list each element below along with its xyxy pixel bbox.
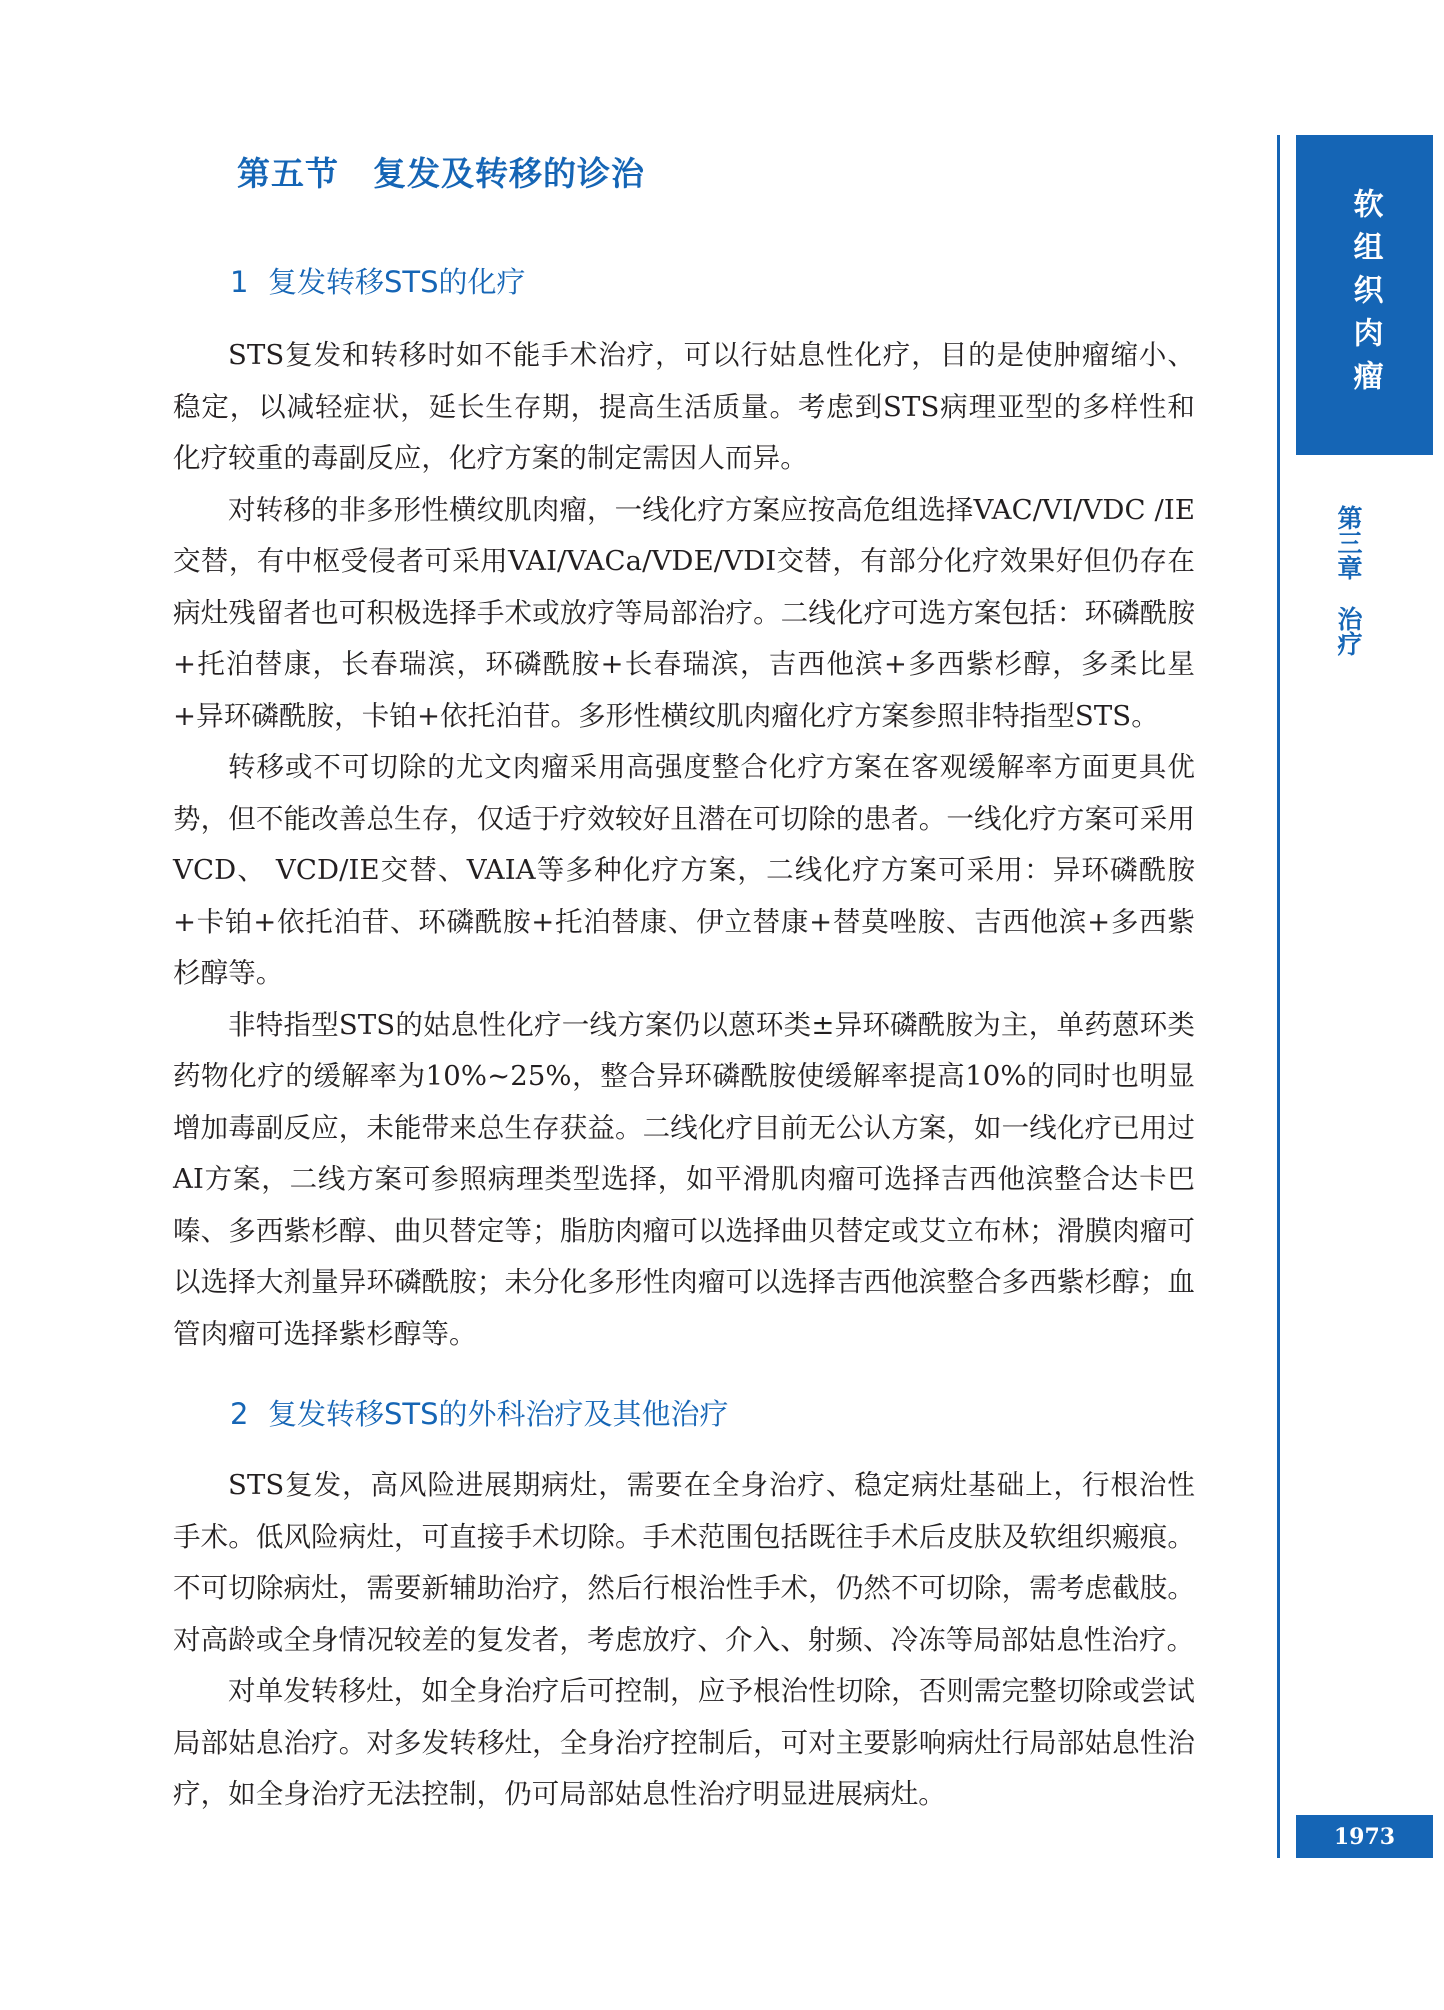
section-title: 第五节 复发及转移的诊治 [237,154,645,193]
subsection-2-heading: 复发转移STS的外科治疗及其他治疗 [268,1397,729,1431]
paragraph: 对单发转移灶，如全身治疗后可控制，应予根治性切除，否则需完整切除或尝试局部姑息治疗。对多发转移灶，全身治疗控制后，可对主要影响病灶行局部姑息性治疗，如全身治疗无法控制，仍可局部姑息性治疗明显进展病灶。 [173,1675,1195,1810]
subsection-2-body [173,1460,1195,1821]
side-tab [1296,135,1433,455]
subsection-1-number: 1 [230,265,249,299]
paragraph: 转移或不可切除的尤文肉瘤采用高强度整合化疗方案在客观缓解率方面更具优势，但不能改善总生存，仅适于疗效较好且潜在可切除的患者。一线化疗方案可采用VCD、 VCD/IE交替、VAIA等多种化疗方案，二线化疗方案可采用：异环磷酰胺+卡铂+依托泊苷、环磷酰胺+托泊替康、伊立替康+替莫唑胺、吉西他滨+多西紫杉醇等。 [173,751,1195,989]
subsection-1-heading: 复发转移STS的化疗 [268,265,526,299]
paragraph: 对转移的非多形性横纹肌肉瘤，一线化疗方案应按高危组选择VAC/VI/VDC /IE交替，有中枢受侵者可采用VAI/VACa/VDE/VDI交替，有部分化疗效果好但仍存在病灶残留者也可积极选择手术或放疗等局部治疗。二线化疗可选方案包括：环磷酰胺+托泊替康，长春瑞滨，环磷酰胺+长春瑞滨，吉西他滨+多西紫杉醇，多柔比星+异环磷酰胺，卡铂+依托泊苷。多形性横纹肌肉瘤化疗方案参照非特指型STS。 [173,493,1195,732]
chapter-marker [1336,505,1361,656]
chapter-label: 第三章 [1334,505,1363,580]
page-number: 1973 [1333,1823,1396,1850]
page-number-box [1296,1815,1433,1858]
subsection-1-body [173,330,1195,1360]
subsection-1-title [230,260,526,301]
subsection-2-title [230,1392,729,1433]
subsection-2-number: 2 [230,1397,249,1431]
paragraph: STS复发，高风险进展期病灶，需要在全身治疗、稳定病灶基础上，行根治性手术。低风险病灶，可直接手术切除。手术范围包括既往手术后皮肤及软组织瘢痕。不可切除病灶，需要新辅助治疗，然后行根治性手术，仍然不可切除，需考虑截肢。对高龄或全身情况较差的复发者，考虑放疗、介入、射频、冷冻等局部姑息性治疗。 [173,1469,1195,1656]
paragraph: STS复发和转移时如不能手术治疗，可以行姑息性化疗，目的是使肿瘤缩小、稳定，以减轻症状，延长生存期，提高生活质量。考虑到STS病理亚型的多样性和化疗较重的毒副反应，化疗方案的制定需因人而异。 [173,339,1195,474]
margin-rule [1277,135,1280,1858]
paragraph: 非特指型STS的姑息性化疗一线方案仍以蒽环类±异环磷酰胺为主，单药蒽环类药物化疗的缓解率为10%~25%，整合异环磷酰胺使缓解率提高10%的同时也明显增加毒副反应，未能带来总生存获益。二线化疗目前无公认方案，如一线化疗已用过AI方案，二线方案可参照病理类型选择，如平滑肌肉瘤可选择吉西他滨整合达卡巴嗪、多西紫杉醇、曲贝替定等；脂肪肉瘤可以选择曲贝替定或艾立布林；滑膜肉瘤可以选择大剂量异环磷酰胺；未分化多形性肉瘤可以选择吉西他滨整合多西紫杉醇；血管肉瘤可选择紫杉醇等。 [173,1008,1195,1350]
chapter-title: 治疗 [1334,606,1363,656]
side-tab-label: 软组织肉瘤 [1347,187,1383,403]
